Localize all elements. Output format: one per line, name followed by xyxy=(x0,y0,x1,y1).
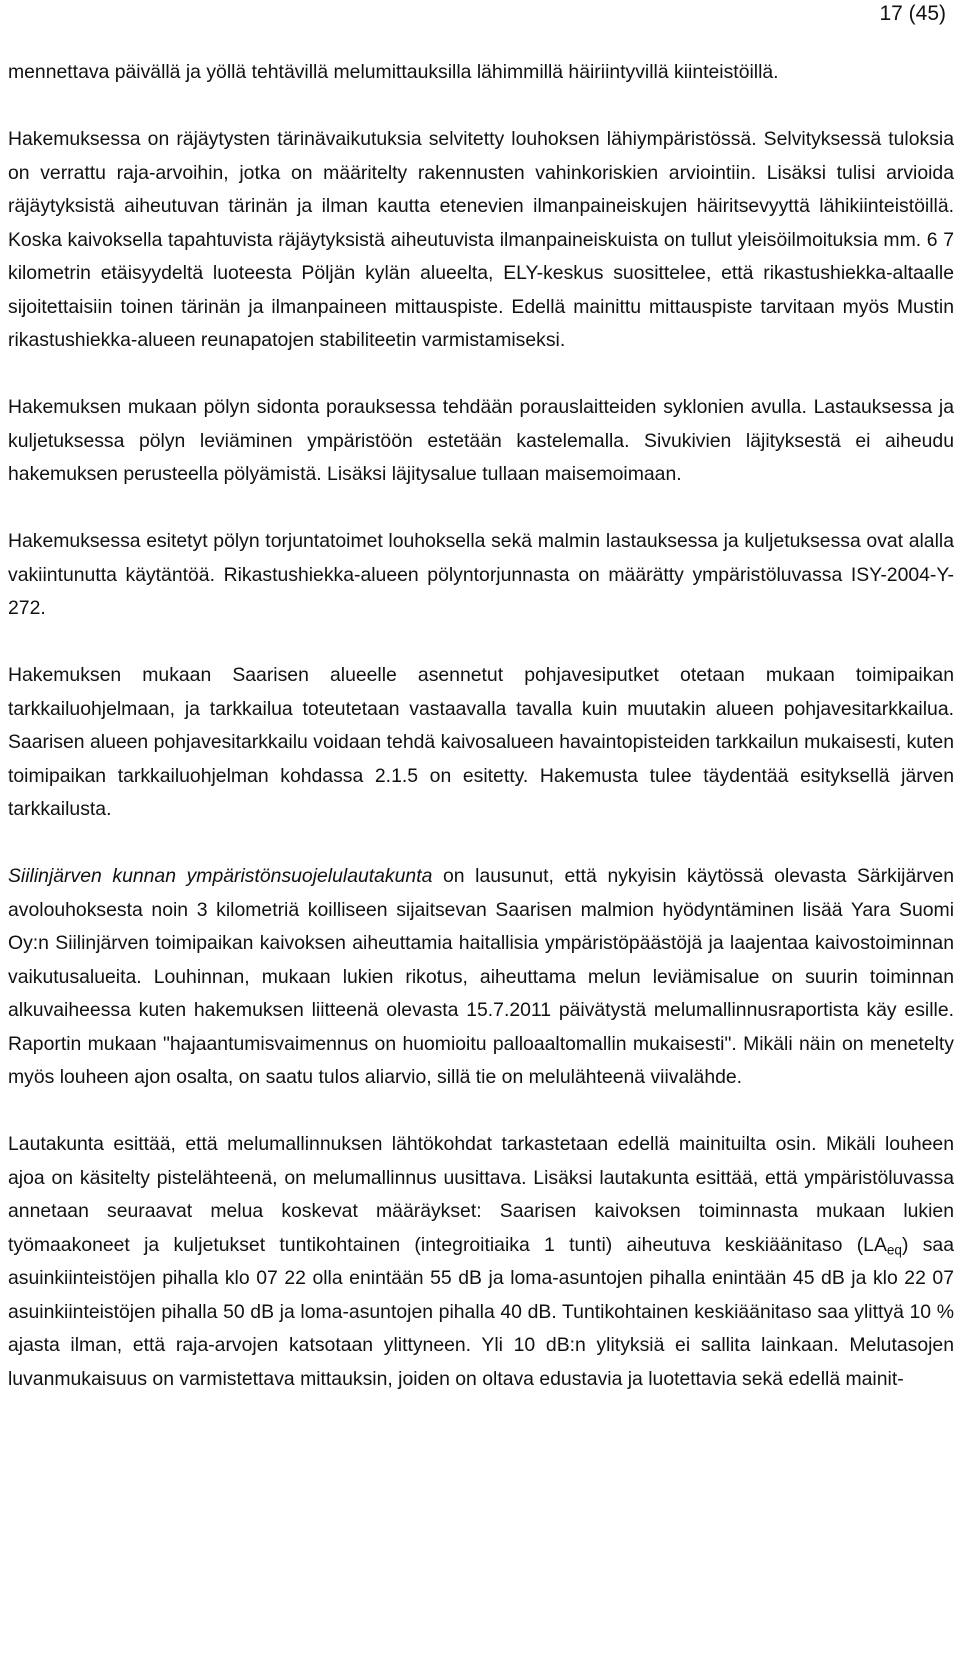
paragraph-4 xyxy=(8,525,954,626)
paragraph-2 xyxy=(8,123,954,358)
paragraph-5-text: Hakemuksen mukaan Saarisen alueelle asennetut pohjavesiputket otetaan mukaan toimipaikan tarkkailuohjelmaan, ja tarkkailua toteutetaan vastaavalla tavalla kuin muutakin alueen pohjavesitarkkailua. Saarisen alueen pohjavesitarkkailu voidaan tehdä kaivosalueen havaintopisteiden tarkkailun mukaisesti, kuten toimipaikan tarkkailuohjelman kohdassa 2.1.5 on esitetty. Hakemusta tulee täydentää esityksellä järven tarkkailusta. xyxy=(8,664,954,820)
paragraph-1-text: mennettava päivällä ja yöllä tehtävillä melumittauksilla lähimmillä häiriintyvillä kiinteistöillä. xyxy=(8,61,779,83)
paragraph-6 xyxy=(8,860,954,1095)
paragraph-7-text-after: ) saa asuinkiinteistöjen pihalla klo 07 22 olla enintään 55 dB ja loma-asuntojen pihalla enintään 45 dB ja klo 22 07 asuinkiinteistöjen pihalla 50 dB ja loma-asuntojen pihalla 40 dB. Tuntikohtainen keskiäänitaso saa ylittyä 10 % ajasta ilman, että raja-arvojen katsotaan ylittyneen. Yli 10 dB:n ylityksiä ei sallita lainkaan. Melutasojen luvanmukaisuus on varmistettava mittauksin, joiden on oltava edustavia ja luotettavia sekä edellä mainit- xyxy=(8,1233,954,1390)
paragraph-7 xyxy=(8,1128,954,1396)
paragraph-6-text: on lausunut, että nykyisin käytössä olevasta Särkijärven avolouhoksesta noin 3 kilometriä koilliseen sijaitsevan Saarisen malmion hyödyntäminen lisää Yara Suomi Oy:n Siilinjärven toimipaikan kaivoksen aiheuttamia haitallisia ympäristöpäästöjä ja laajentaa kaivostoiminnan vaikutusalueita. Louhinnan, mukaan lukien rikotus, aiheuttama melun leviämisalue on suurin toiminnan alkuvaiheessa kuten hakemuksen liitteenä olevasta 15.7.2011 päivätystä melumallinnusraportista käy esille. Raportin mukaan "hajaantumisvaimennus on huomioitu palloaaltomallin mukaisesti". Mikäli näin on menetelty myös louheen ajon osalta, on saatu tulos aliarvio, sillä tie on melulähteenä viivalähde. xyxy=(8,865,954,1088)
paragraph-3 xyxy=(8,391,954,492)
page-number: 17 (45) xyxy=(879,2,946,25)
paragraph-1 xyxy=(8,56,954,90)
paragraph-7-subscript: eq xyxy=(886,1241,902,1257)
paragraph-4-text: Hakemuksessa esitetyt pölyn torjuntatoimet louhoksella sekä malmin lastauksessa ja kuljetuksessa ovat alalla vakiintunutta käytäntöä. Rikastushiekka-alueen pölyntorjunnasta on määrätty ympäristöluvassa ISY-2004-Y-272. xyxy=(8,530,954,619)
paragraph-7-text-before: Lautakunta esittää, että melumallinnuksen lähtökohdat tarkastetaan edellä mainituilta osin. Mikäli louheen ajoa on käsitelty pistelähteenä, on melumallinnus uusittava. Lisäksi lautakunta esittää, että ympäristöluvassa annetaan seuraavat melua koskevat määräykset: Saarisen kaivoksen toiminnasta mukaan lukien työmaakoneet ja kuljetukset tuntikohtainen (integroitiaika 1 tunti) aiheutuva keskiäänitaso (LA xyxy=(8,1133,954,1256)
document-body xyxy=(8,56,954,1396)
paragraph-6-lead: Siilinjärven kunnan ympäristönsuojelulautakunta xyxy=(8,865,433,887)
paragraph-5 xyxy=(8,659,954,827)
paragraph-2-text: Hakemuksessa on räjäytysten tärinävaikutuksia selvitetty louhoksen lähiympäristössä. Selvityksessä tuloksia on verrattu raja-arvoihin, jotka on määritelty rakennusten vahinkoriskien arviointiin. Lisäksi tulisi arvioida räjäytyksistä aiheutuvan tärinän ja ilman kautta etenevien ilmanpaineiskujen häiritsevyyttä lähikiinteistöillä. Koska kaivoksella tapahtuvista räjäytyksistä aiheutuvista ilmanpaineiskuista on tullut yleisöilmoituksia mm. 6 7 kilometrin etäisyydeltä luoteesta Pöljän kylän alueelta, ELY-keskus suosittelee, että rikastushiekka-altaalle sijoitettaisiin toinen tärinän ja ilmanpaineen mittauspiste. Edellä mainittu mittauspiste tarvitaan myös Mustin rikastushiekka-alueen reunapatojen stabiliteetin varmistamiseksi. xyxy=(8,128,954,351)
paragraph-3-text: Hakemuksen mukaan pölyn sidonta porauksessa tehdään porauslaitteiden syklonien avulla. Lastauksessa ja kuljetuksessa pölyn leviäminen ympäristöön estetään kastelemalla. Sivukivien läjityksestä ei aiheudu hakemuksen perusteella pölyämistä. Lisäksi läjitysalue tullaan maisemoimaan. xyxy=(8,396,954,485)
